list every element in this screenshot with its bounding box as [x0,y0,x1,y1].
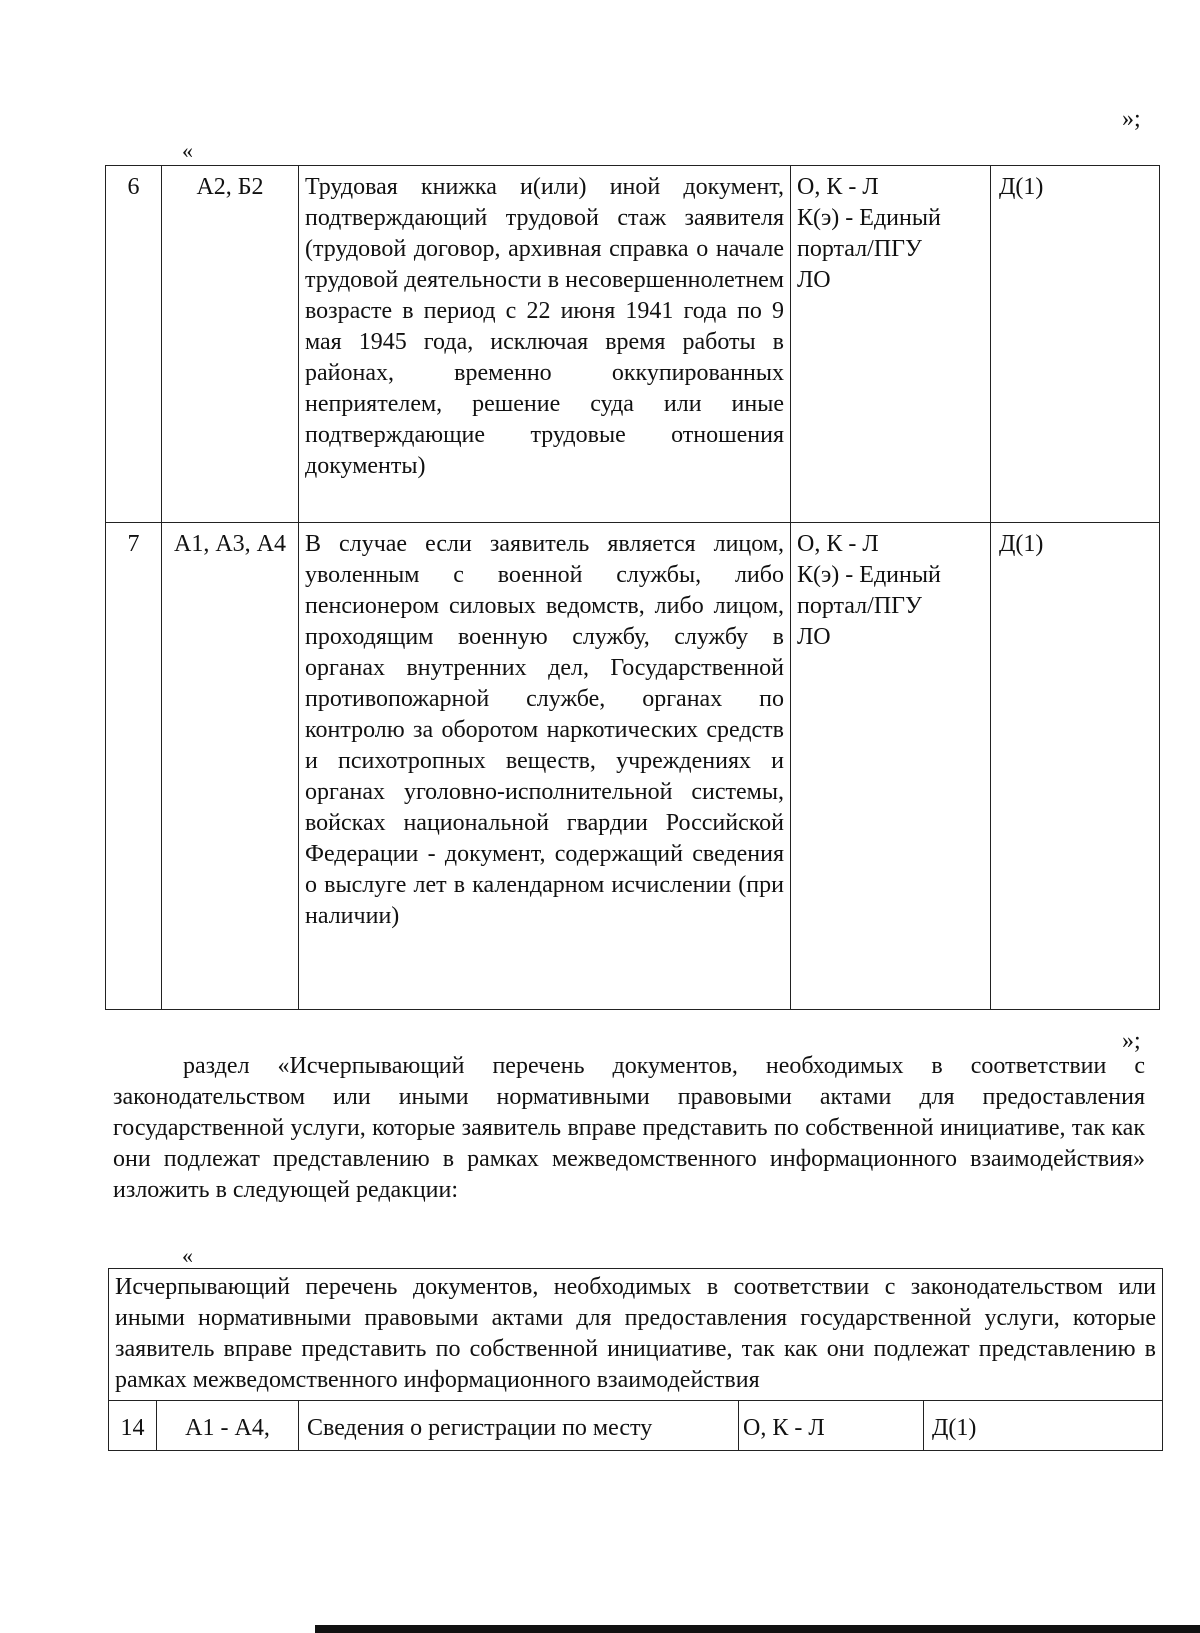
submission-form: О, К - Л [739,1401,924,1451]
document-description: Сведения о регистрации по месту [299,1401,739,1451]
interagency-documents-table [108,1268,1163,1451]
form-line: О, К - Л [797,174,879,200]
paragraph-text: раздел «Исчерпывающий перечень документов, необходимых в соответствии с законодательством или иными нормативными правовыми актами для предоставления государственной услуги, которые заявитель вправе представить по собственной инициативе, так как они подлежат представлению в рамках межведомственного информационного взаимодействия» изложить в следующей редакции: [113,1053,1145,1203]
opening-quote-middle: « [182,1243,193,1268]
row-number: 6 [106,166,162,523]
applicant-codes: А2, Б2 [162,166,299,523]
requirement-code: Д(1) [991,166,1160,523]
form-line: портал/ПГУ [797,593,923,619]
document-description: Трудовая книжка и(или) иной документ, подтверждающий трудовой стаж заявителя (трудовой договор, архивная справка о начале трудовой деятельности в несовершеннолетнем возрасте в период с 22 июня 1941 года по 9 мая 1945 года, исключая время работы в районах, временно оккупированных неприятелем, решение суда или иные подтверждающие трудовые отношения документы) [299,166,791,523]
table-header-row [109,1269,1163,1401]
requirement-code: Д(1) [924,1401,1163,1451]
table-row [109,1401,1163,1451]
form-line: ЛО [797,624,831,650]
form-line: портал/ПГУ [797,236,923,262]
document-description: В случае если заявитель является лицом, уволенным с военной службы, либо пенсионером силовых ведомств, либо лицом, проходящим военную службу, службу в органах внутренних дел, Государственной противопожарной службе, органах по контролю за оборотом наркотических средств и психотропных веществ, учреждениях и органах уголовно-исполнительной системы, войсках национальной гвардии Российской Федерации - документ, содержащий сведения о выслуге лет в календарном исчислении (при наличии) [299,523,791,1010]
form-line: К(э) - Единый [797,562,941,588]
submission-form [791,166,991,523]
section-paragraph [113,1051,1145,1206]
table-header: Исчерпывающий перечень документов, необходимых в соответствии с законодательством или иными нормативными правовыми актами для предоставления государственной услуги, которые заявитель вправе представить по собственной инициативе, так как они подлежат представлению в рамках межведомственного информационного взаимодействия [109,1269,1163,1401]
table-row [106,166,1160,523]
closing-quote-top: »; [1122,106,1141,132]
applicant-codes: А1 - А4, [157,1401,299,1451]
form-line: О, К - Л [797,531,879,557]
row-number: 7 [106,523,162,1010]
requirement-code: Д(1) [991,523,1160,1010]
applicant-codes: А1, А3, А4 [162,523,299,1010]
row-number: 14 [109,1401,157,1451]
form-line: К(э) - Единый [797,205,941,231]
form-line: ЛО [797,267,831,293]
page-bottom-edge [315,1625,1200,1633]
submission-form [791,523,991,1010]
opening-quote-top: « [182,138,193,163]
closing-quote-middle: »; [1122,1028,1141,1054]
documents-table [105,165,1160,1010]
table-row [106,523,1160,1010]
